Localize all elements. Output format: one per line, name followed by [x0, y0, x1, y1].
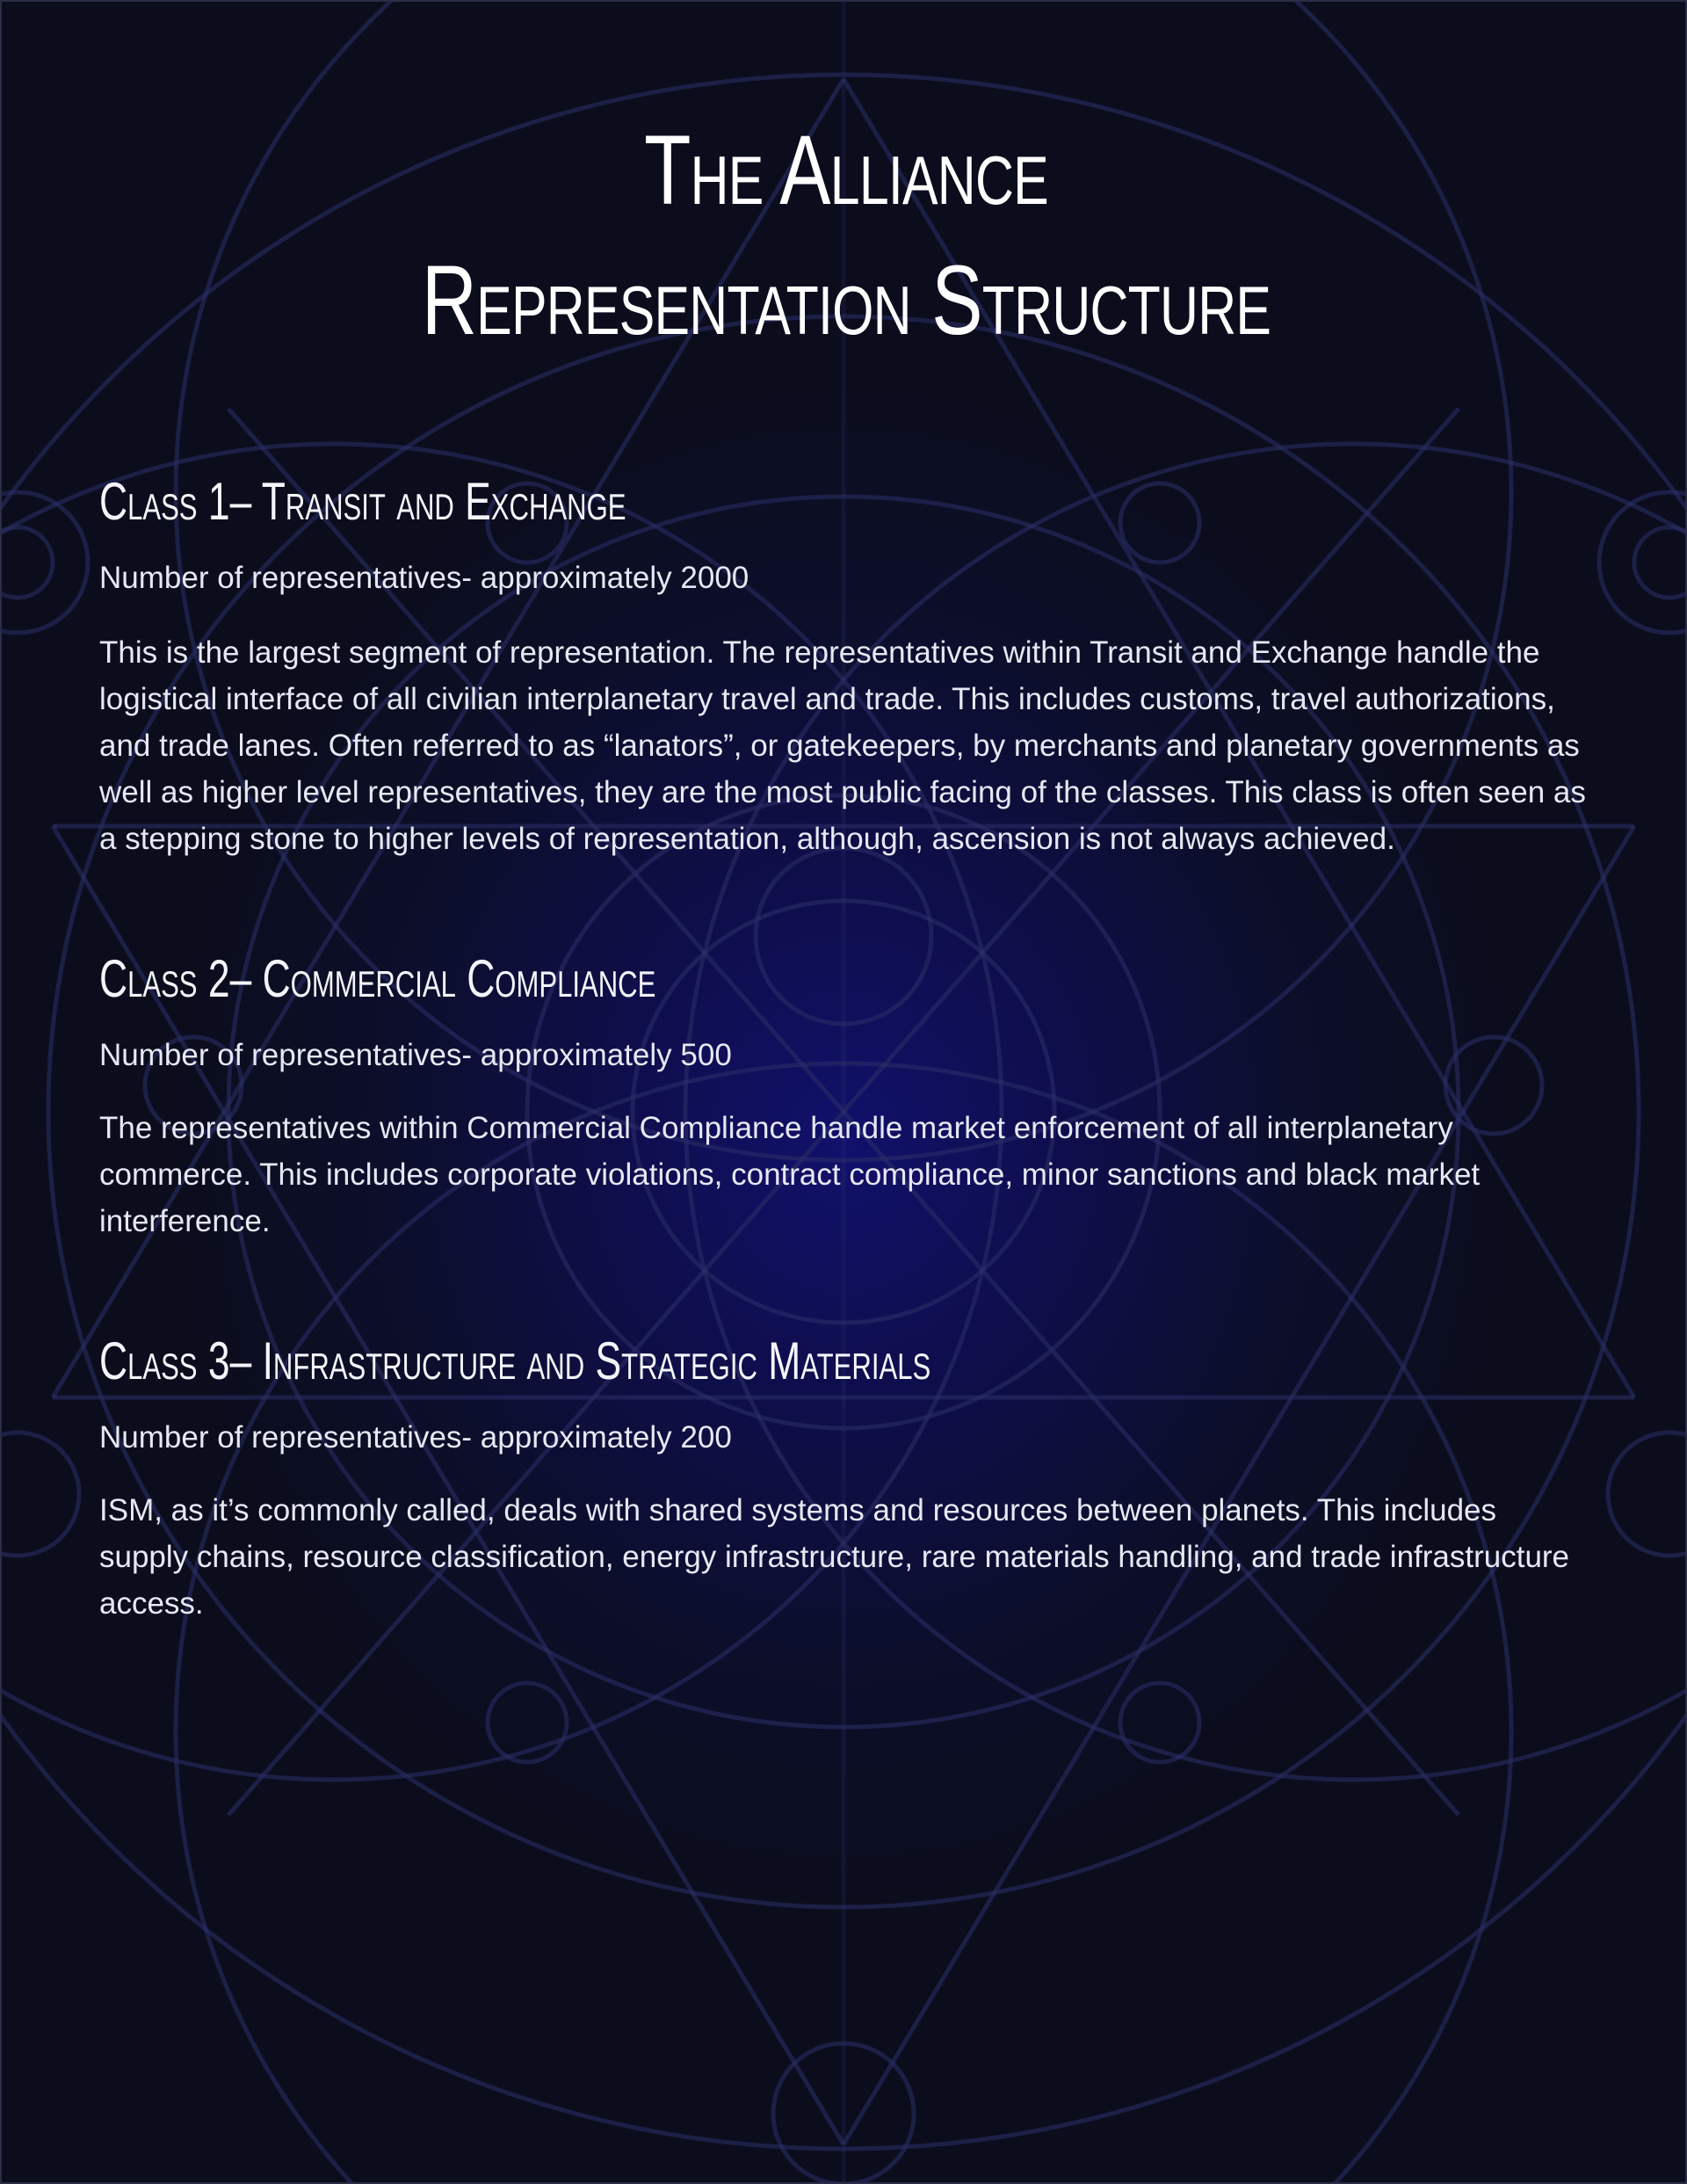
section-heading: Class 3– Infrastructure and Strategic Materials	[99, 1331, 931, 1390]
representative-count: Number of representatives- approximately 500	[99, 1038, 732, 1072]
section-body: ISM, as it’s commonly called, deals with shared systems and resources between planets. This includes supply chains, resource classification, energy infrastructure, rare materials handling, and trade infrastructure access.	[99, 1493, 1570, 1621]
representative-count: Number of representatives- approximately 2000	[99, 561, 749, 595]
page-title	[264, 105, 1429, 366]
section-heading: Class 2– Commercial Compliance	[99, 949, 656, 1008]
page-title-line1: The Alliance	[644, 115, 1048, 225]
document-content	[99, 105, 1593, 1627]
page-title-line2: Representation Structure	[421, 245, 1271, 355]
section-class-2	[99, 948, 1593, 1244]
title-block	[99, 105, 1593, 366]
section-body: The representatives within Commercial Compliance handle market enforcement of all interplanetary commerce. This includes corporate violations, contract compliance, minor sanctions and black market interference.	[99, 1111, 1481, 1238]
section-class-1	[99, 471, 1593, 862]
section-body: This is the largest segment of representation. The representatives within Transit and Exchange handle the logistical interface of all civilian interplanetary travel and trade. This includes customs, travel authorizations, and trade lanes. Often referred to as “lanators”, or gatekeepers, by merchants and planetary governments as well as higher level representatives, they are the most public facing of the classes. This class is often seen as a stepping stone to higher levels of representation, although, ascension is not always achieved.	[99, 635, 1586, 856]
section-class-3	[99, 1331, 1593, 1627]
section-heading: Class 1– Transit and Exchange	[99, 472, 626, 531]
representative-count: Number of representatives- approximately 200	[99, 1420, 732, 1455]
